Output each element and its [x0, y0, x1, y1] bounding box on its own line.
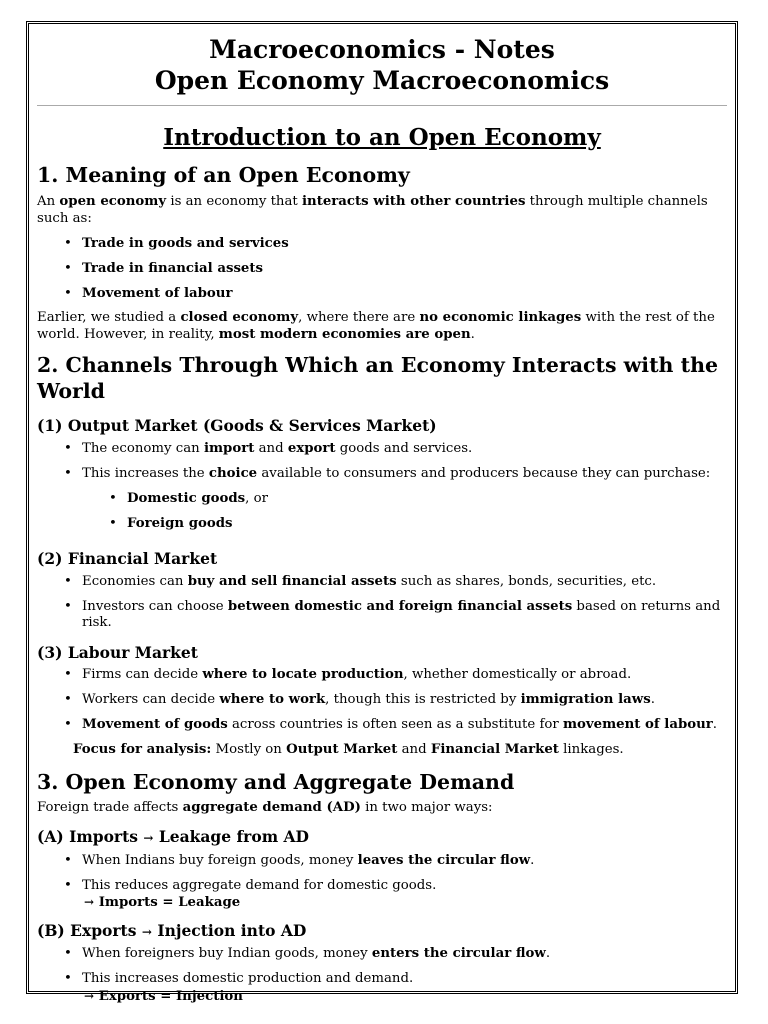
intro-heading: Introduction to an Open Economy [163, 124, 601, 151]
s3-intro: Foreign trade affects aggregate demand (AD) in two major ways: [37, 799, 493, 815]
notes-content [37, 34, 727, 1005]
section-2-heading: 2. Channels Through Which an Economy Interacts with the World [37, 353, 719, 403]
list-item: • Investors can choose between domestic and foreign financial assets based on returns and risk. [82, 599, 727, 632]
exports-list [37, 946, 727, 1005]
title-line-1: Macroeconomics - Notes [209, 35, 555, 64]
exports-heading: (B) Exports → Injection into AD [37, 920, 307, 940]
list-item: • Domestic goods, or [127, 491, 727, 508]
labour-market-list [37, 667, 727, 734]
financial-market-heading: (2) Financial Market [37, 549, 218, 568]
section-3-heading: 3. Open Economy and Aggregate Demand [37, 769, 515, 794]
page-border [26, 21, 738, 1004]
list-item: • When Indians buy foreign goods, money leaves the circular flow. [82, 853, 727, 870]
list-item: • Workers can decide where to work, though this is restricted by immigration laws. [82, 692, 727, 709]
labour-market-heading: (3) Labour Market [37, 642, 198, 662]
page-title [37, 34, 727, 96]
exports-result: → Exports = Injection [84, 988, 243, 1004]
list-item: • Trade in goods and services [82, 236, 727, 253]
list-item: • Economies can buy and sell financial assets such as shares, bonds, securities, etc. [82, 574, 727, 591]
title-line-2: Open Economy Macroeconomics [154, 66, 610, 95]
title-divider [37, 105, 727, 106]
list-item: • The economy can import and export goods and services. [82, 441, 727, 458]
s1-paragraph-2: Earlier, we studied a closed economy, where there are no economic linkages with the rest of the world. However, in reality, most modern economies are open. [37, 310, 715, 342]
list-item: • Movement of labour [82, 286, 727, 303]
output-market-list [37, 441, 727, 533]
list-item: • Trade in financial assets [82, 261, 727, 278]
list-item: • Firms can decide where to locate production, whether domestically or abroad. [82, 667, 727, 684]
list-item: • This increases domestic production and demand. → Exports = Injection [82, 971, 727, 1005]
right-arrow-icon: → [84, 895, 95, 909]
imports-result: → Imports = Leakage [84, 895, 241, 910]
financial-market-list [37, 574, 727, 632]
imports-list [37, 853, 727, 912]
output-market-sublist [82, 491, 727, 533]
list-item: • Movement of goods across countries is often seen as a substitute for movement of labour. [82, 717, 727, 734]
imports-heading: (A) Imports → Leakage from AD [37, 827, 309, 846]
list-item: • This reduces aggregate demand for domestic goods. → Imports = Leakage [82, 878, 727, 912]
output-market-heading: (1) Output Market (Goods & Services Market) [37, 416, 437, 435]
list-item: • This increases the choice available to consumers and producers because they can purchase: • Domestic goods, or • Foreign goods [82, 466, 727, 533]
focus-note: Focus for analysis: Mostly on Output Market and Financial Market linkages. [73, 742, 624, 757]
right-arrow-icon: → [84, 988, 95, 1003]
s1-channel-list [37, 236, 727, 303]
s1-paragraph-1: An open economy is an economy that interacts with other countries through multiple channels such as: [37, 194, 708, 226]
list-item: • When foreigners buy Indian goods, money enters the circular flow. [82, 946, 727, 963]
right-arrow-icon: → [143, 831, 154, 845]
list-item: • Foreign goods [127, 516, 727, 533]
right-arrow-icon: → [141, 924, 152, 939]
section-1-heading: 1. Meaning of an Open Economy [37, 163, 410, 187]
